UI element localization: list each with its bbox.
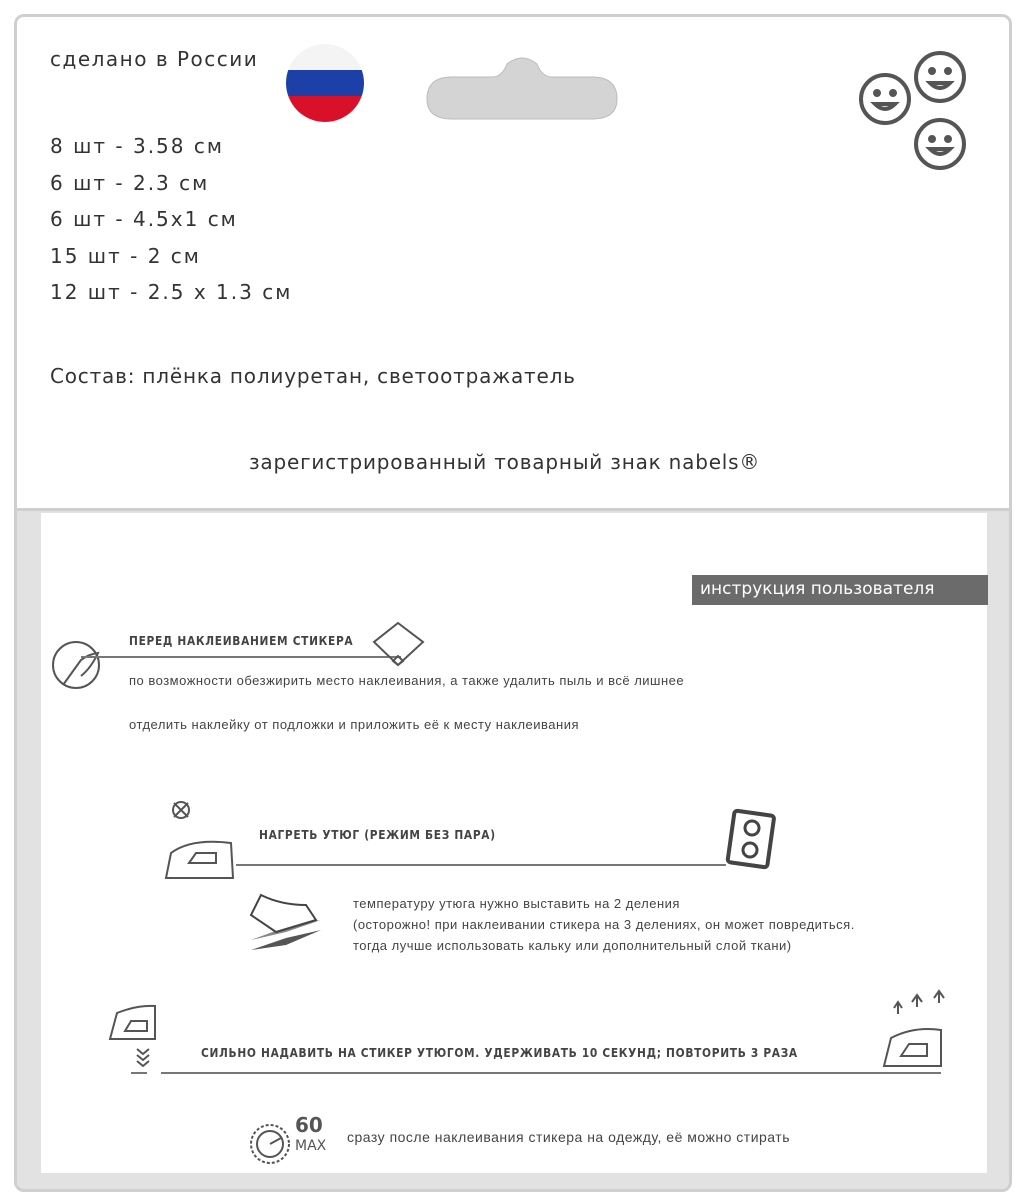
sticker-icon [371, 620, 431, 675]
step2-text [353, 893, 855, 956]
degrease-icon [51, 638, 106, 693]
step1-text-1: по возможности обезжирить место наклеивания, а также удалить пыль и всё лишнее [129, 673, 685, 688]
instructions-panel [41, 513, 987, 1173]
iron-press-icon [107, 1003, 167, 1073]
russia-flag-icon [285, 43, 365, 123]
spec-item: 8 шт - 3.58 см [50, 134, 224, 158]
step3-title: СИЛЬНО НАДАВИТЬ НА СТИКЕР УТЮГОМ. УДЕРЖИВАТЬ 10 СЕКУНД; ПОВТОРИТЬ 3 РАЗА [201, 1045, 798, 1060]
step1-title: ПЕРЕД НАКЛЕИВАНИЕМ СТИКЕРА [129, 633, 354, 648]
wash-temp: 60 [295, 1113, 323, 1137]
spec-item: 6 шт - 2.3 см [50, 170, 210, 195]
wash-icon [248, 1120, 293, 1168]
spec-item: 15 шт - 2 см [50, 243, 201, 268]
step2-line: температуру утюга нужно выставить на 2 деления [353, 896, 680, 911]
iron-lift-icon [879, 988, 949, 1068]
step2-line: тогда лучше использовать кальку или дополнительный слой ткани) [353, 938, 792, 953]
wash-text: сразу после наклеивания стикера на одежду, её можно стирать [347, 1129, 790, 1145]
kids-faces-icon [855, 39, 995, 174]
composition: Состав: плёнка полиуретан, светоотражатель [50, 364, 576, 388]
spec-item: 12 шт - 2.5 х 1.3 см [50, 280, 293, 304]
hang-hole [422, 52, 622, 122]
specs-list [50, 128, 292, 311]
iron-dial-icon [721, 808, 781, 873]
trademark: зарегистрированный товарный знак nabels® [249, 450, 761, 474]
step2-title: НАГРЕТЬ УТЮГ (РЕЖИМ БЕЗ ПАРА) [259, 827, 496, 842]
package-card [14, 14, 1012, 1192]
made-in-label: сделано в России [50, 47, 259, 71]
instructions-badge: инструкция пользователя [692, 575, 988, 605]
package-front [17, 17, 1009, 511]
iron-no-steam-icon [161, 798, 236, 883]
wash-max: MAX [295, 1138, 327, 1154]
step2-line: (осторожно! при наклеивании стикера на 3 делениях, он может повредиться. [353, 917, 855, 932]
step1-text-2: отделить наклейку от подложки и приложить её к месту наклеивания [129, 717, 580, 732]
fabric-layers-icon [246, 890, 326, 955]
spec-item: 6 шт - 4.5x1 см [50, 207, 238, 231]
